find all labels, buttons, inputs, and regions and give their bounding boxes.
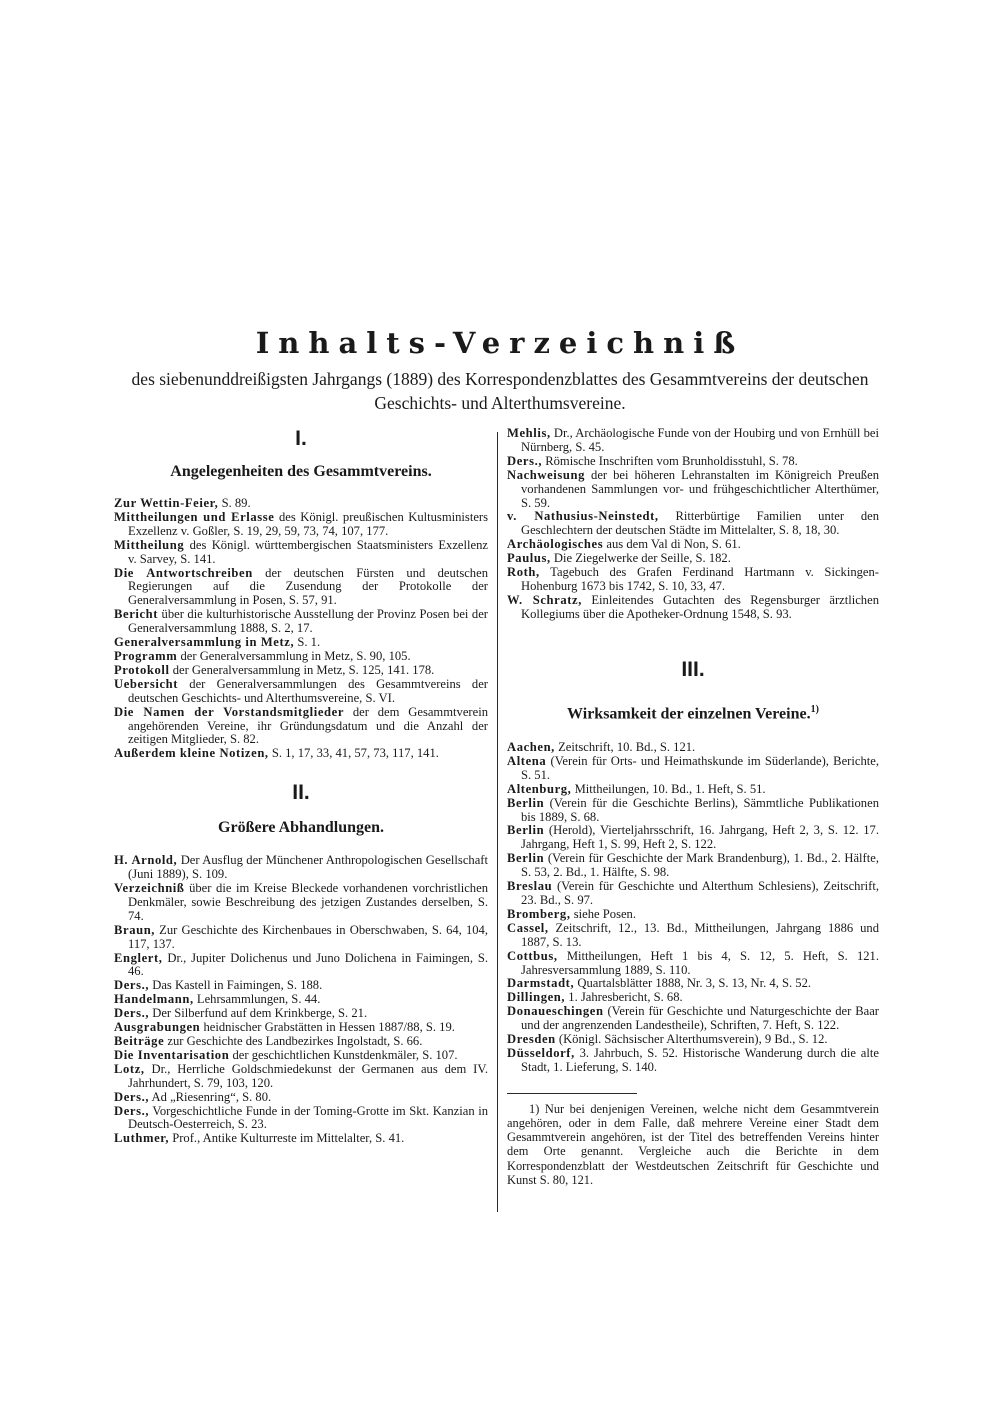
entry-text: Zeitschrift, 12., 13. Bd., Mittheilungen, Jahrgang 1886 und 1887, S. 13. [521, 920, 879, 949]
footnote-rule [507, 1093, 637, 1094]
section-3-numeral: III. [681, 657, 705, 681]
entry-lead: Die Antwortschreiben [114, 565, 253, 580]
entry-lead: Verzeichniß [114, 881, 185, 896]
toc-entry [507, 922, 879, 950]
entry-lead: Breslau [507, 879, 553, 894]
entry-text: Römische Inschriften vom Brunholdisstuhl, S. 78. [542, 453, 798, 468]
entry-text: 1. Jahresbericht, S. 68. [565, 990, 683, 1005]
entry-text: (Verein für die Geschichte Berlins), Sämmtliche Publikationen bis 1889, S. 68. [521, 795, 879, 824]
right-column [507, 427, 879, 1187]
entry-lead: Berlin [507, 823, 545, 838]
entry-text: S. 1, 17, 33, 41, 57, 73, 117, 141. [268, 746, 439, 761]
toc-entry [114, 497, 488, 511]
entry-text: heidnischer Grabstätten in Hessen 1887/88, S. 19. [200, 1020, 455, 1035]
toc-entry [507, 797, 879, 825]
entry-lead: Ders., [507, 453, 543, 468]
toc-entry [114, 664, 488, 678]
entry-text: Prof., Antike Kulturreste im Mittelalter, S. 41. [169, 1131, 405, 1146]
toc-entry [507, 755, 879, 783]
toc-entry [114, 1007, 488, 1021]
entry-lead: v. Nathusius-Neinstedt, [507, 509, 659, 524]
entry-lead: Die Namen der Vorstandsmitglieder [114, 704, 345, 719]
entry-lead: Altenburg, [507, 781, 572, 796]
entry-lead: Dillingen, [507, 990, 566, 1005]
entry-text: der Generalversammlung in Metz, S. 90, 105. [177, 648, 411, 663]
toc-entry [507, 1033, 879, 1047]
entry-lead: Lotz, [114, 1061, 145, 1076]
entry-text: Zeitschrift, 10. Bd., S. 121. [554, 740, 696, 755]
entry-lead: Darmstadt, [507, 976, 575, 991]
page-subtitle: des siebenunddreißigsten Jahrgangs (1889) des Korrespondenzblattes des Gesammtvereins der deutschen Geschichts- und Alterthumsvereine. [131, 369, 869, 413]
toc-entry [507, 1047, 879, 1075]
toc-entry [114, 1063, 488, 1091]
section-3 [507, 656, 879, 1075]
entry-lead: Außerdem kleine Notizen, [114, 746, 269, 761]
toc-entry [114, 678, 488, 706]
entry-text: der geschichtlichen Kunstdenkmäler, S. 107. [229, 1047, 458, 1062]
entry-lead: H. Arnold, [114, 853, 178, 868]
entry-lead: Generalversammlung in Metz, [114, 635, 295, 650]
toc-entry [507, 566, 879, 594]
entry-text: Die Ziegelwerke der Seille, S. 182. [550, 551, 731, 566]
entry-lead: Nachweisung [507, 467, 585, 482]
entry-text: der bei höheren Lehranstalten im Königreich Preußen vorhandenen Sammlungen vor- und frühgeschichtlicher Alterthümer, S. 59. [521, 467, 879, 510]
entry-lead: Bromberg, [507, 906, 571, 921]
entry-text: über die im Kreise Bleckede vorhandenen vorchristlichen Denkmäler, sowie Beschreibung des jetzigen Zustandes derselben, S. 74. [128, 881, 488, 923]
entry-lead: Zur Wettin-Feier, [114, 496, 219, 510]
entry-lead: Programm [114, 648, 178, 663]
toc-entry [507, 552, 879, 566]
entry-lead: Mittheilungen und Erlasse [114, 509, 275, 524]
entry-text: S. 1. [294, 635, 321, 650]
toc-entry [507, 824, 879, 852]
toc-entry [507, 1005, 879, 1033]
toc-entry [507, 991, 879, 1005]
entry-lead: Die Inventarisation [114, 1047, 230, 1062]
entry-lead: Protokoll [114, 662, 170, 677]
entry-lead: Donaueschingen [507, 1004, 604, 1019]
toc-entry [507, 427, 879, 455]
entry-lead: Handelmann, [114, 992, 194, 1007]
entry-text: Zur Geschichte des Kirchenbaues in Oberschwaben, S. 64, 104, 117, 137. [128, 922, 488, 951]
entry-lead: Aachen, [507, 740, 555, 755]
toc-entry [114, 854, 488, 882]
entry-lead: Beiträge [114, 1034, 165, 1048]
entry-text: Quartalsblätter 1888, Nr. 3, S. 13, Nr. 4, S. 52. [574, 976, 812, 991]
entry-text: Ad „Riesenring“, S. 80. [149, 1089, 272, 1104]
entry-text: aus dem Val di Non, S. 61. [603, 537, 741, 552]
entry-lead: Uebersicht [114, 676, 179, 691]
toc-entry [507, 455, 879, 469]
entry-lead: Englert, [114, 950, 163, 965]
entry-text: (Königl. Sächsischer Alterthumsverein), 9 Bd., S. 12. [555, 1032, 828, 1047]
section-2-entries-continued [507, 427, 879, 622]
toc-entry [114, 924, 488, 952]
entry-text: des Königl. preußischen Kultusministers Exzellenz v. Goßler, S. 19, 29, 59, 73, 74, 107, 177. [128, 509, 489, 538]
entry-text: des Königl. württembergischen Staatsministers Exzellenz v. Sarvey, S. 141. [128, 537, 488, 566]
entry-lead: Archäologisches [507, 537, 604, 552]
toc-entry [114, 952, 488, 980]
section-1 [114, 425, 488, 761]
entry-lead: Altena [507, 753, 547, 768]
entry-lead: Mehlis, [507, 426, 551, 440]
entry-lead: W. Schratz, [507, 592, 582, 607]
footnote-block [507, 1093, 879, 1187]
entry-text: Der Ausflug der Münchener Anthropologischen Gesellschaft (Juni 1889), S. 109. [128, 853, 488, 882]
toc-entry [114, 567, 488, 609]
section-2-heading: Größere Abhandlungen. [218, 819, 384, 837]
toc-entry [507, 950, 879, 978]
toc-entry [507, 977, 879, 991]
entry-text: (Verein für Geschichte und Naturgeschichte der Baar und der angrenzenden Landestheile), Schriften, 7. Heft, S. 122. [521, 1004, 879, 1033]
toc-entry [507, 538, 879, 552]
toc-entry [507, 469, 879, 511]
entry-text: siehe Posen. [570, 906, 637, 921]
toc-entry [114, 608, 488, 636]
toc-entry [114, 511, 488, 539]
toc-entry [114, 1091, 488, 1105]
entry-text: Das Kastell in Faimingen, S. 188. [149, 978, 323, 993]
entry-text: Mittheilungen, 10. Bd., 1. Heft, S. 51. [571, 781, 766, 796]
entry-text: (Herold), Vierteljahrsschrift, 16. Jahrgang, Heft 2, 3, S. 12. 17. Jahrgang, Heft 1, S. 99, Heft 2, S. 122. [521, 823, 879, 852]
section-1-entries [114, 497, 488, 761]
entry-text: der dem Gesammtverein angehörenden Vereine, ihr Gründungsdatum und die Anzahl der zeitigen Mitglieder, S. 82. [128, 704, 488, 747]
toc-entry [114, 1021, 488, 1035]
entry-text: S. 89. [218, 496, 251, 510]
toc-entry [507, 594, 879, 622]
entry-lead: Braun, [114, 922, 156, 937]
toc-entry [507, 510, 879, 538]
entry-text: Der Silberfund auf dem Krinkberge, S. 21. [149, 1006, 368, 1021]
section-2-entries [114, 854, 488, 1146]
toc-entry [114, 979, 488, 993]
footnote-marker: 1) [810, 703, 819, 715]
entry-lead: Bericht [114, 607, 159, 622]
entry-lead: Paulus, [507, 551, 551, 566]
toc-entry [114, 706, 488, 748]
page-title: Inhalts-Verzeichniß [255, 326, 745, 360]
toc-entry [114, 747, 488, 761]
entry-text: Dr., Herrliche Goldschmiedekunst der Germanen aus dem IV. Jahrhundert, S. 79, 103, 120. [128, 1061, 488, 1090]
entry-text: Tagebuch des Grafen Ferdinand Hartmann v. Sickingen-Hohenburg 1673 bis 1742, S. 10, 33, 47. [521, 565, 879, 593]
toc-entry [114, 993, 488, 1007]
footnote-text: 1) Nur bei denjenigen Vereinen, welche nicht dem Gesammtverein angehören, oder in dem Falle, daß mehrere Vereine einer Stadt dem Gesammtverein angehören, ist der Titel des betreffenden Vereins hinter dem Orte genannt. Vergleiche auch die Berichte in dem Korrespondenzblatt der Westdeutschen Zeitschrift für Geschichte und Kunst S. 80, 121. [507, 1101, 879, 1187]
toc-entry [114, 1049, 488, 1063]
entry-lead: Ders., [114, 1103, 150, 1118]
entry-lead: Roth, [507, 565, 540, 580]
entry-lead: Ders., [114, 1089, 150, 1104]
toc-entry [114, 539, 488, 567]
left-column [114, 425, 488, 1146]
entry-text: über die kulturhistorische Ausstellung der Provinz Posen bei der Generalversammlung 1888, S. 2, 17. [128, 607, 488, 636]
entry-text: Dr., Archäologische Funde von der Houbirg und von Ernhüll bei Nürnberg, S. 45. [521, 426, 879, 454]
section-3-heading-text: Wirksamkeit der einzelnen Vereine. [567, 705, 811, 723]
entry-lead: Mittheilung [114, 537, 185, 552]
entry-lead: Ders., [114, 1006, 150, 1021]
section-3-heading [507, 699, 879, 725]
toc-entry [114, 650, 488, 664]
entry-lead: Berlin [507, 851, 545, 866]
entry-text: Einleitendes Gutachten des Regensburger ärztlichen Kollegiums über die Apotheker-Ordnung 1548, S. 93. [521, 592, 879, 621]
toc-entry [114, 636, 488, 650]
entry-lead: Düsseldorf, [507, 1045, 575, 1060]
entry-text: Vorgeschichtliche Funde in der Toming-Grotte im Skt. Kanzian in Deutsch-Oesterreich, S. 23. [128, 1103, 488, 1132]
toc-entry [507, 880, 879, 908]
entry-text: der Generalversammlung in Metz, S. 125, 141. 178. [169, 662, 435, 677]
toc-entry [114, 1035, 488, 1049]
entry-lead: Dresden [507, 1032, 556, 1047]
toc-entry [507, 852, 879, 880]
toc-entry [114, 1132, 488, 1146]
entry-text: der deutschen Fürsten und deutschen Regierungen auf die Zusendung der Protokolle der Generalversammlung in Posen, S. 57, 91. [128, 565, 488, 608]
entry-text: der Generalversammlungen des Gesammtvereins der deutschen Geschichts- und Alterthumsvereine, S. VI. [128, 676, 488, 705]
entry-lead: Ausgrabungen [114, 1020, 201, 1035]
column-divider [497, 432, 498, 1212]
toc-entry [507, 783, 879, 797]
entry-text: zur Geschichte des Landbezirkes Ingolstadt, S. 66. [164, 1034, 423, 1048]
toc-entry [507, 741, 879, 755]
entry-text: Lehrsammlungen, S. 44. [193, 992, 321, 1007]
entry-lead: Cassel, [507, 920, 549, 935]
toc-entry [114, 882, 488, 924]
toc-entry [114, 1105, 488, 1133]
section-2 [114, 779, 488, 1146]
entry-lead: Cottbus, [507, 948, 558, 963]
section-3-entries [507, 741, 879, 1075]
entry-text: (Verein für Geschichte und Alterthum Schlesiens), Zeitschrift, 23. Bd., S. 97. [521, 879, 879, 907]
entry-text: (Verein für Orts- und Heimathskunde im Süderlande), Berichte, S. 51. [521, 753, 879, 782]
toc-entry [507, 908, 879, 922]
entry-text: Mittheilungen, Heft 1 bis 4, S. 12, 5. Heft, S. 121. Jahresversammlung 1889, S. 110. [521, 948, 879, 977]
section-2-numeral: II. [292, 781, 310, 805]
entry-text: Ritterbürtige Familien unter den Geschlechtern der deutschen Städte im Mittelalter, S. 8, 18, 30. [521, 509, 879, 538]
entry-text: 3. Jahrbuch, S. 52. Historische Wanderung durch die alte Stadt, 1. Lieferung, S. 140. [521, 1045, 879, 1074]
section-1-heading: Angelegenheiten des Gesammtvereins. [170, 463, 432, 480]
entry-lead: Luthmer, [114, 1131, 170, 1146]
entry-lead: Berlin [507, 795, 545, 810]
section-1-numeral: I. [295, 427, 307, 450]
entry-text: (Verein für Geschichte der Mark Brandenburg), 1. Bd., 2. Hälfte, S. 53, 2. Bd., 1. Hälfte, S. 98. [521, 851, 879, 880]
entry-text: Dr., Jupiter Dolichenus und Juno Dolichena in Faimingen, S. 46. [128, 950, 488, 979]
entry-lead: Ders., [114, 978, 150, 993]
